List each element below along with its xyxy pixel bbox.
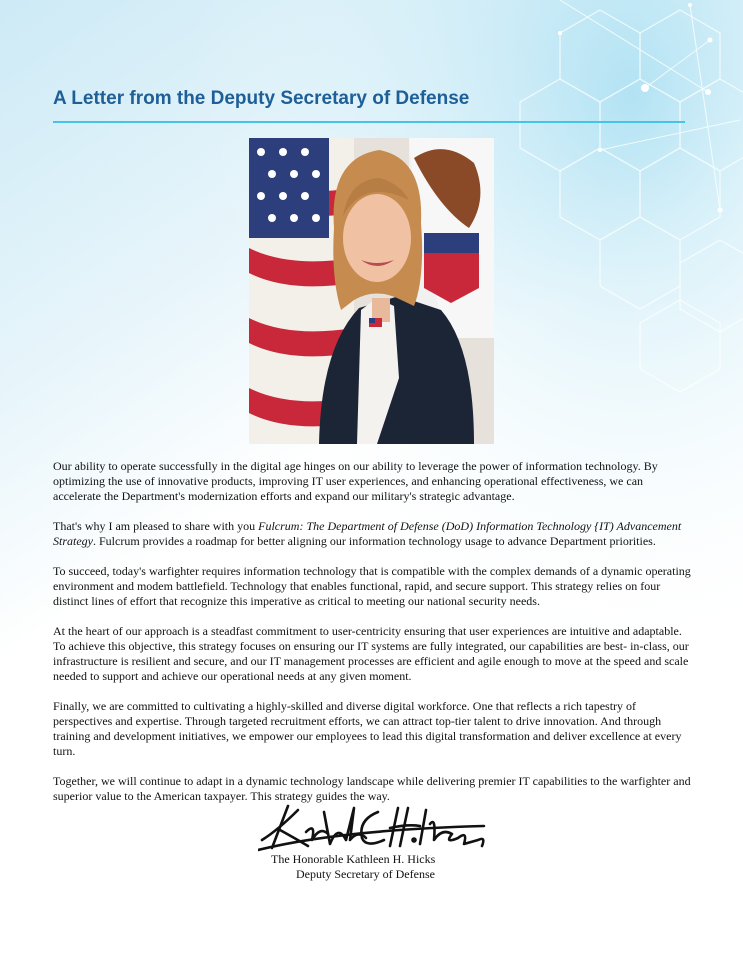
paragraph: To succeed, today's warfighter requires information technology that is compatible with the complex demands of a dynamic operating environment and modem battlefield. Technology that enables functional, rapid, and secure support. This strategy relies on four distinct lines of effort that recognize this imperative as critical to meeting our national security needs. [53,564,691,608]
paragraph: Finally, we are committed to cultivating a highly-skilled and diverse digital workforce. One that reflects a rich tapestry of perspectives and expertise. Through targeted recruitment efforts, we can attract top-tier talent to drive innovation. And through training and development initiatives, we empower our employees to lead this digital transformation and deliver excellence at every turn. [53,699,682,758]
paragraph: Together, we will continue to adapt in a dynamic technology landscape while delivering premier IT capabilities to the warfighter and superior value to the American taxpayer. This strategy guides the way. [53,774,691,803]
paragraph [53,519,693,549]
title-rule [53,121,685,123]
paragraph: Our ability to operate successfully in the digital age hinges on our ability to leverage the power of information technology. By optimizing the use of innovative products, improving IT user experiences, and enhancing operational effectiveness, we can accelerate the Department's modernization efforts and expand our military's strategic advantage. [53,459,658,503]
handwritten-signature [258,800,488,856]
strategy-title: Fulcrum: The Department of Defense (DoD) Information Technology {IT) Advancement Strategy [53,519,682,548]
letter-body [53,459,693,819]
paragraph: At the heart of our approach is a steadfast commitment to user-centricity ensuring that user experiences are intuitive and adaptable. To achieve this objective, this strategy focuses on ensuring our IT systems are fully integrated, our capabilities are best- in-class, our infrastructure is resilient and secure, and our IT management processes are efficient and agile enough to move at the speed and scale needed to support and achieve our operational needs at any given moment. [53,624,689,683]
page-title: A Letter from the Deputy Secretary of Defense [53,88,470,109]
paragraph-text: That's why I am pleased to share with you [53,519,259,533]
signatory-title: Deputy Secretary of Defense [296,867,435,881]
paragraph-text: . Fulcrum provides a roadmap for better aligning our information technology usage to advance Department priorities. [93,534,656,548]
signatory-name: The Honorable Kathleen H. Hicks [271,852,436,866]
portrait-photo [249,138,494,444]
